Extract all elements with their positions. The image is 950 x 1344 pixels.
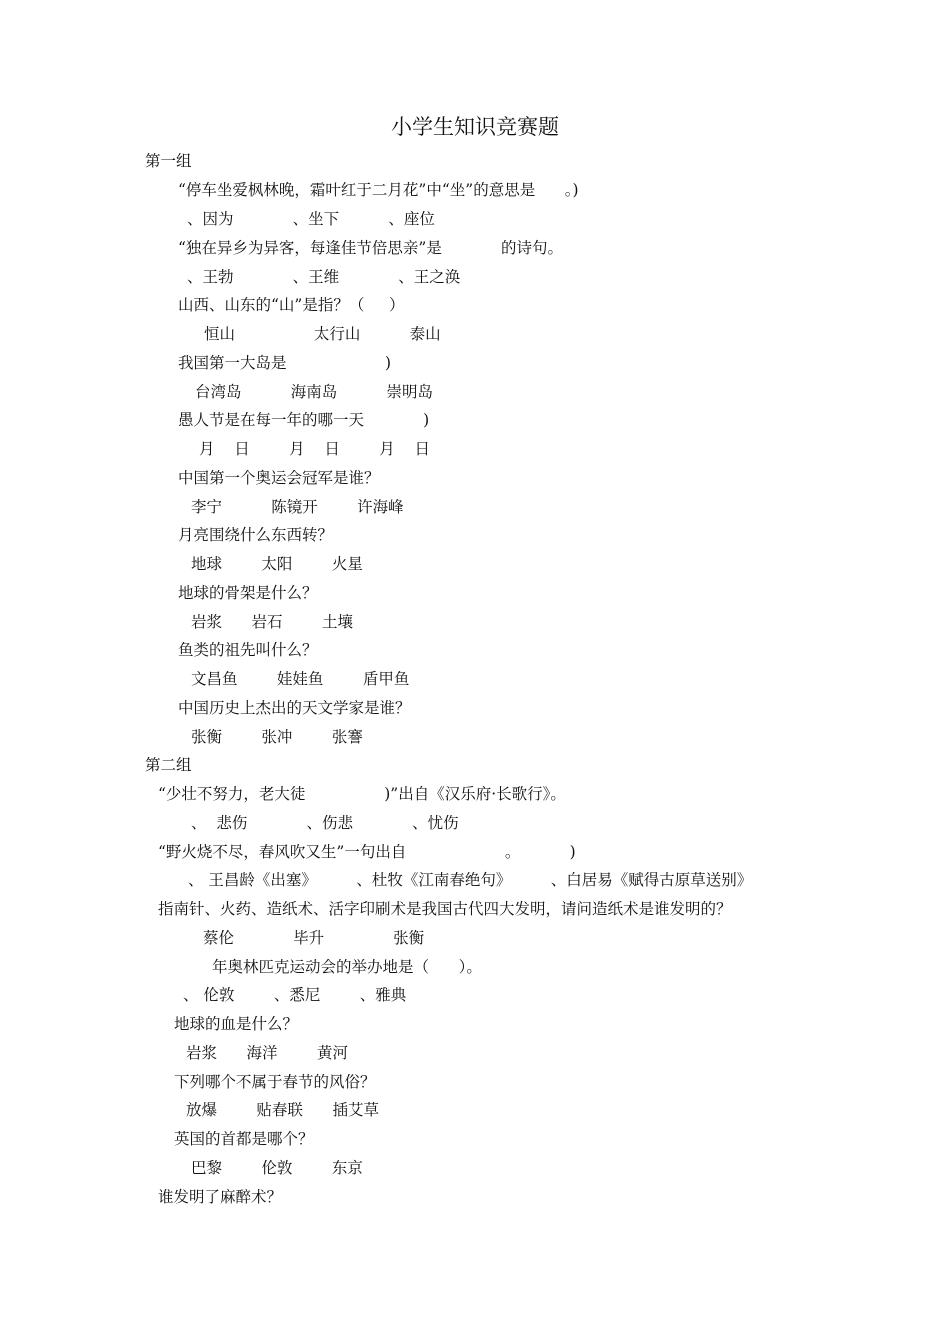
text-line: “停车坐爱枫林晚，霜叶红于二月花”中“坐”的意思是 。) <box>178 181 579 199</box>
text-line: 第二组 <box>145 756 192 774</box>
text-line: “野火烧不尽，春风吹又生”一句出自 。 ) <box>158 843 576 861</box>
text-line: 岩浆 岩石 土壤 <box>191 613 353 631</box>
text-line: 台湾岛 海南岛 崇明岛 <box>195 383 434 401</box>
text-line: 恒山 太行山 泰山 <box>204 325 441 343</box>
text-line: 放爆 贴春联 插艾草 <box>186 1101 379 1119</box>
text-line: 谁发明了麻醉术？ <box>158 1188 283 1206</box>
text-line: 、 悲伤 、伤悲 、忧伤 <box>191 814 459 832</box>
text-line: 、因为 、坐下 、座位 <box>187 210 435 228</box>
text-line: 李宁 陈镜开 许海峰 <box>191 498 404 516</box>
text-line: “独在异乡为异客，每逢佳节倍思亲”是 的诗句。 <box>178 239 563 257</box>
text-line: 中国历史上杰出的天文学家是谁？ <box>178 699 411 717</box>
text-line: 月亮围绕什么东西转？ <box>178 526 334 544</box>
text-line: 巴黎 伦敦 东京 <box>191 1159 363 1177</box>
text-line: 月 日 月 日 月 日 <box>199 440 430 458</box>
text-line: 、王勃 、王维 、王之涣 <box>187 268 461 286</box>
text-line: 山西、山东的“山”是指？（ ） <box>178 296 405 314</box>
text-line: 中国第一个奥运会冠军是谁？ <box>178 469 380 487</box>
text-line: 地球的血是什么？ <box>174 1015 299 1033</box>
text-line: 鱼类的祖先叫什么？ <box>178 641 318 659</box>
text-line: 年奥林匹克运动会的举办地是（ ）。 <box>212 958 482 976</box>
text-line: 岩浆 海洋 黄河 <box>186 1044 348 1062</box>
text-line: 、 伦敦 、悉尼 、雅典 <box>183 986 407 1004</box>
text-line: 蔡伦 毕升 张衡 <box>203 929 425 947</box>
text-line: 我国第一大岛是 ) <box>178 354 392 372</box>
text-line: 地球的骨架是什么？ <box>178 584 318 602</box>
text-line: 地球 太阳 火星 <box>191 555 363 573</box>
page-title: 小学生知识竞赛题 <box>391 115 559 139</box>
text-line: 英国的首都是哪个？ <box>174 1130 314 1148</box>
text-line: “少壮不努力，老大徒 )”出自《汉乐府·长歌行》。 <box>158 785 566 803</box>
text-line: 第一组 <box>145 152 192 170</box>
text-line: 、 王昌龄《出塞》 、杜牧《江南春绝句》 、白居易《赋得古原草送别》 <box>188 871 753 889</box>
text-line: 愚人节是在每一年的哪一天 ) <box>178 411 430 429</box>
text-line: 指南针、火药、造纸术、活字印刷术是我国古代四大发明，请问造纸术是谁发明的？ <box>158 900 732 918</box>
text-line: 下列哪个不属于春节的风俗？ <box>174 1073 376 1091</box>
text-line: 张衡 张冲 张謇 <box>191 728 363 746</box>
text-line: 文昌鱼 娃娃鱼 盾甲鱼 <box>191 670 410 688</box>
